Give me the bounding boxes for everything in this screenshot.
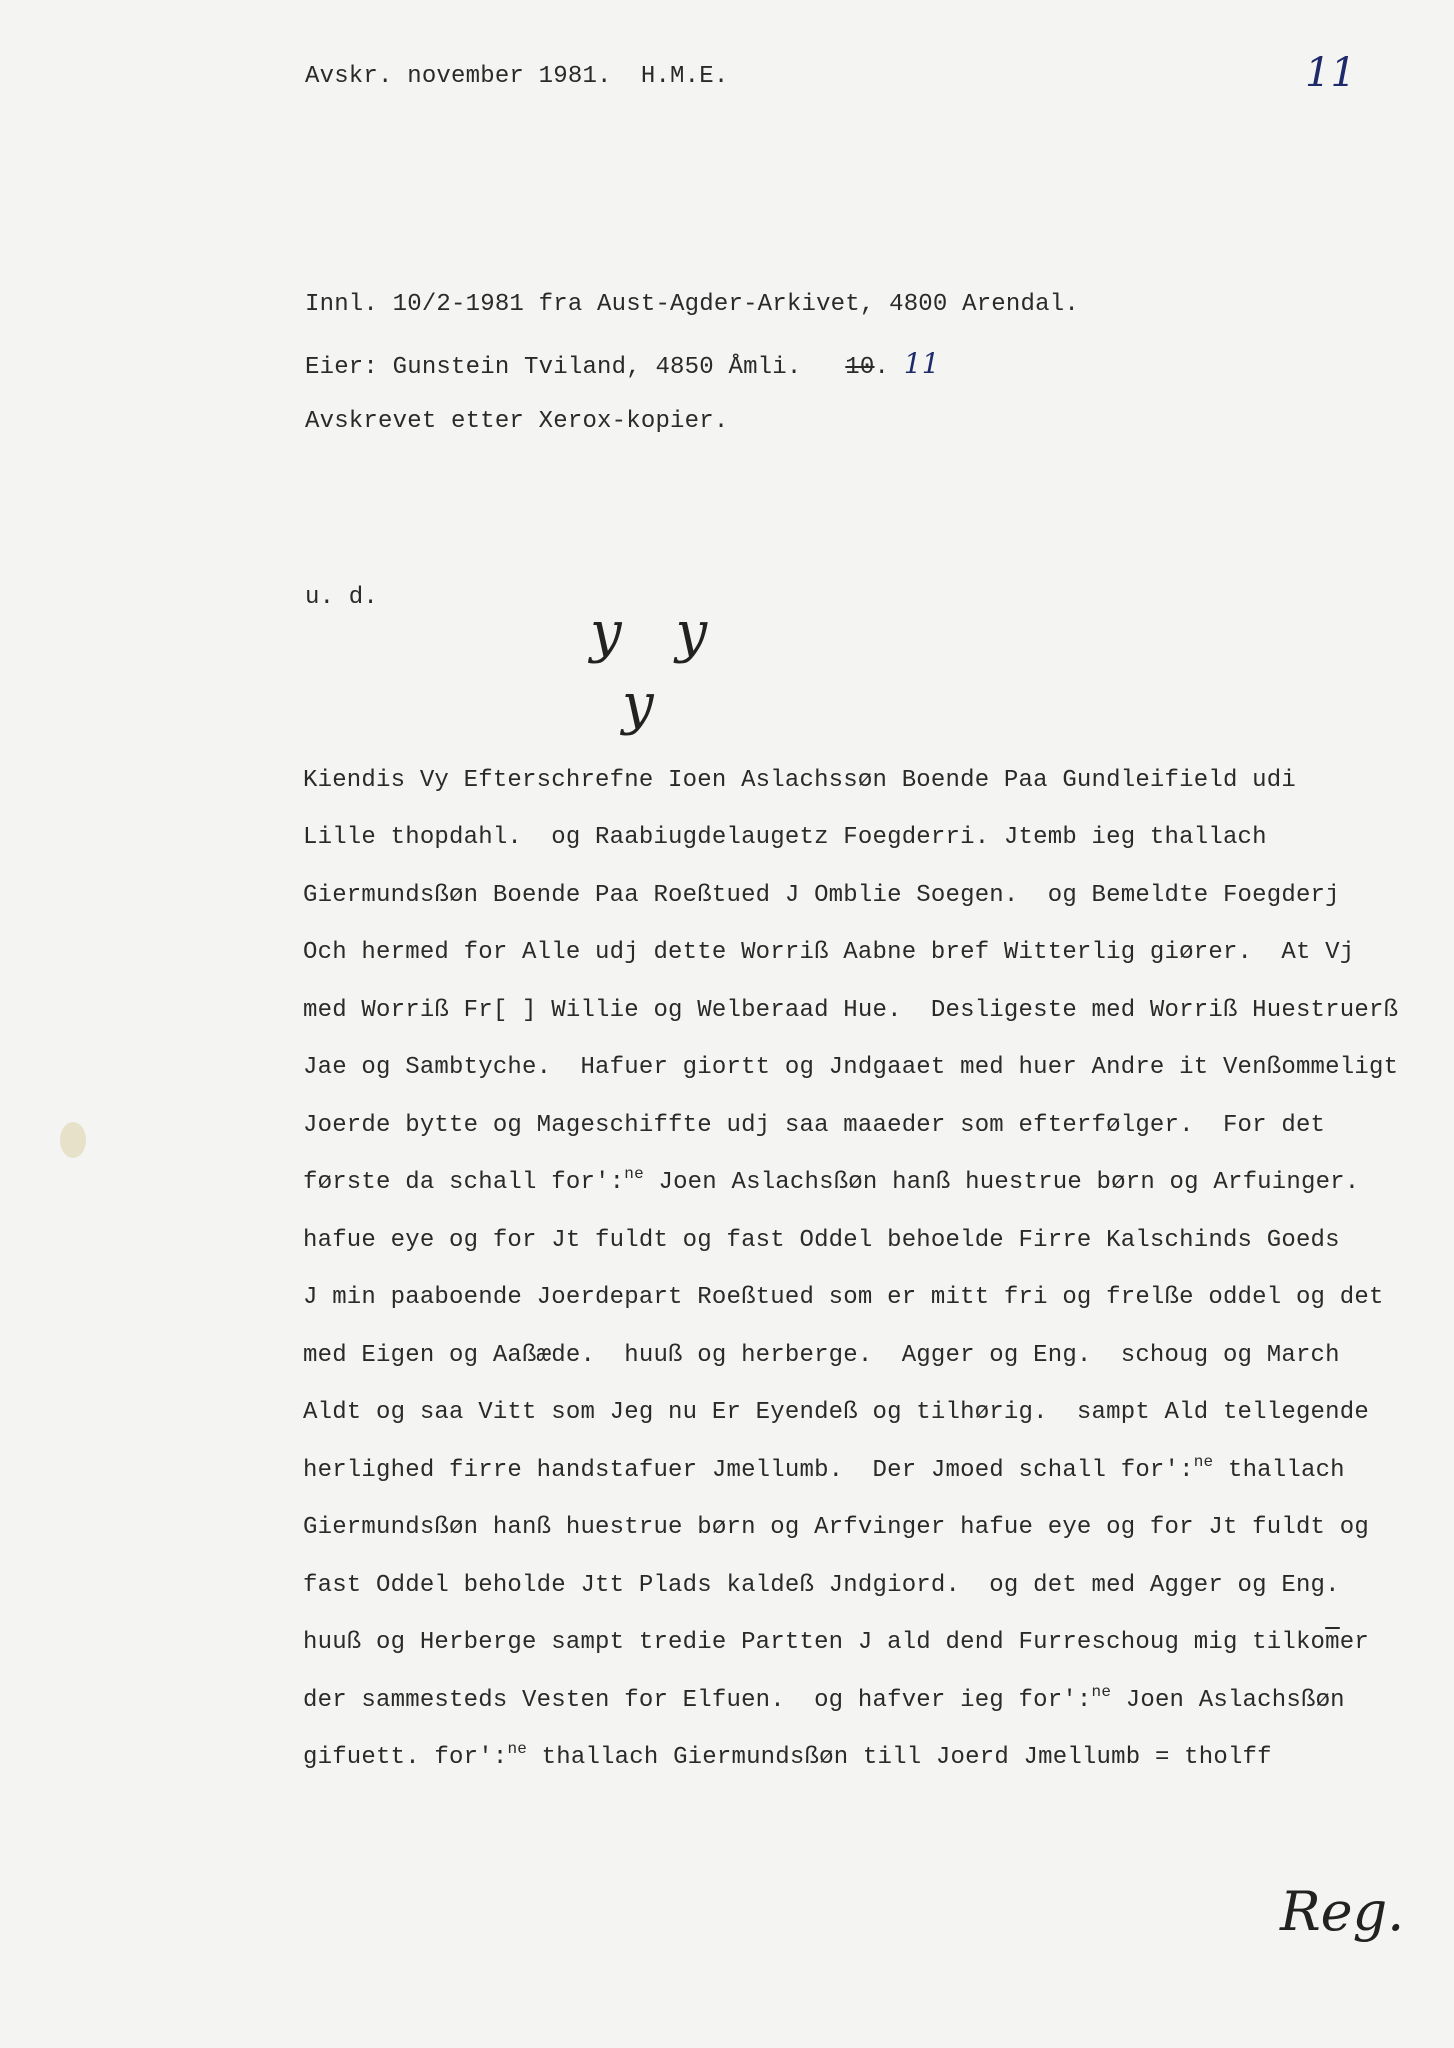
body-line-7: Joerde bytte og Mageschiffte udj saa maaeder som efterfølger. For det <box>303 1112 1326 1139</box>
body-line-13 <box>303 1453 1345 1486</box>
handwritten-page-number: 11 <box>1305 50 1356 96</box>
body-line-17-sup: ne <box>1091 1683 1112 1701</box>
body-line-2: Lille thopdahl. og Raabiugdelaugetz Foegderri. Jtemb ieg thallach <box>303 824 1267 851</box>
body-line-16-b: er <box>1339 1629 1369 1656</box>
body-line-3: Giermundsßøn Boende Paa Roeßtued J Omblie Soegen. og Bemeldte Foegderj <box>303 882 1340 909</box>
body-line-17-a: der sammesteds Vesten for Elfuen. og hafver ieg for': <box>303 1687 1092 1714</box>
body-line-5: med Worriß Fr[ ] Willie og Welberaad Hue. Desligeste med Worriß Huestruerß <box>303 997 1399 1024</box>
body-line-1: Kiendis Vy Efterschrefne Ioen Aslachssøn Boende Paa Gundleifield udi <box>303 767 1296 794</box>
body-line-13-sup: ne <box>1193 1453 1214 1471</box>
owner-corrected-number: 11 <box>903 347 940 380</box>
body-line-13-b: thallach <box>1213 1457 1345 1484</box>
body-line-18 <box>303 1740 1272 1773</box>
handwritten-reg-mark: Reg. <box>1280 1880 1405 1943</box>
handwritten-mark-bottom: y <box>622 672 654 737</box>
body-line-17-b: Joen Aslachsßøn <box>1111 1687 1345 1714</box>
body-line-16-macron: $\overline{m}$ <box>1325 1629 1340 1656</box>
owner-line: Eier: Gunstein Tviland, 4850 Åmli. 10. 11 <box>305 347 940 381</box>
body-line-13-a: herlighed firre handstafuer Jmellumb. Der Jmoed schall for': <box>303 1457 1194 1484</box>
date-note: u. d. <box>305 584 379 611</box>
body-line-15: fast Oddel beholde Jtt Plads kaldeß Jndgiord. og det med Agger og Eng. <box>303 1572 1340 1599</box>
body-line-18-b: thallach Giermundsßøn till Joerd Jmellumb = tholff <box>527 1744 1272 1771</box>
body-line-9: hafue eye og for Jt fuldt og fast Oddel behoelde Firre Kalschinds Goeds <box>303 1227 1340 1254</box>
received-note: Innl. 10/2-1981 fra Aust-Agder-Arkivet, 4800 Arendal. <box>305 291 1079 318</box>
body-line-8 <box>303 1165 1360 1198</box>
handwritten-mark-top: y y <box>590 600 726 665</box>
body-line-16 <box>303 1628 1369 1658</box>
body-line-18-a: gifuett. for': <box>303 1744 508 1771</box>
transcription-note: Avskr. november 1981. H.M.E. <box>305 63 729 90</box>
body-line-17 <box>303 1683 1345 1716</box>
show-through-ghost-left <box>0 370 143 509</box>
source-note: Avskrevet etter Xerox-kopier. <box>305 408 729 435</box>
body-line-8-a: første da schall for': <box>303 1169 625 1196</box>
paper-stain <box>60 1122 86 1158</box>
body-line-8-sup: ne <box>624 1165 644 1183</box>
owner-struck-number: 10 <box>845 354 875 381</box>
body-line-11: med Eigen og Aaßæde. huuß og herberge. Agger og Eng. schoug og March <box>303 1342 1340 1369</box>
body-line-6: Jae og Sambtyche. Hafuer giortt og Jndgaaet med huer Andre it Venßommeligt <box>303 1054 1399 1081</box>
body-line-12: Aldt og saa Vitt som Jeg nu Er Eyendeß og tilhørig. sampt Ald tellegende <box>303 1399 1369 1426</box>
body-line-4: Och hermed for Alle udj dette Worriß Aabne bref Witterlig giører. At Vj <box>303 939 1355 966</box>
body-line-10: J min paaboende Joerdepart Roeßtued som er mitt fri og frelße oddel og det <box>303 1284 1384 1311</box>
body-line-8-b: Joen Aslachsßøn hanß huestrue børn og Arfuinger. <box>643 1169 1360 1196</box>
body-line-18-sup: ne <box>507 1740 528 1758</box>
body-line-14: Giermundsßøn hanß huestrue børn og Arfvinger hafue eye og for Jt fuldt og <box>303 1514 1369 1541</box>
body-line-16-a: huuß og Herberge sampt tredie Partten J ald dend Furreschoug mig tilko <box>303 1629 1326 1656</box>
owner-text: Eier: Gunstein Tviland, 4850 Åmli. <box>305 354 802 381</box>
